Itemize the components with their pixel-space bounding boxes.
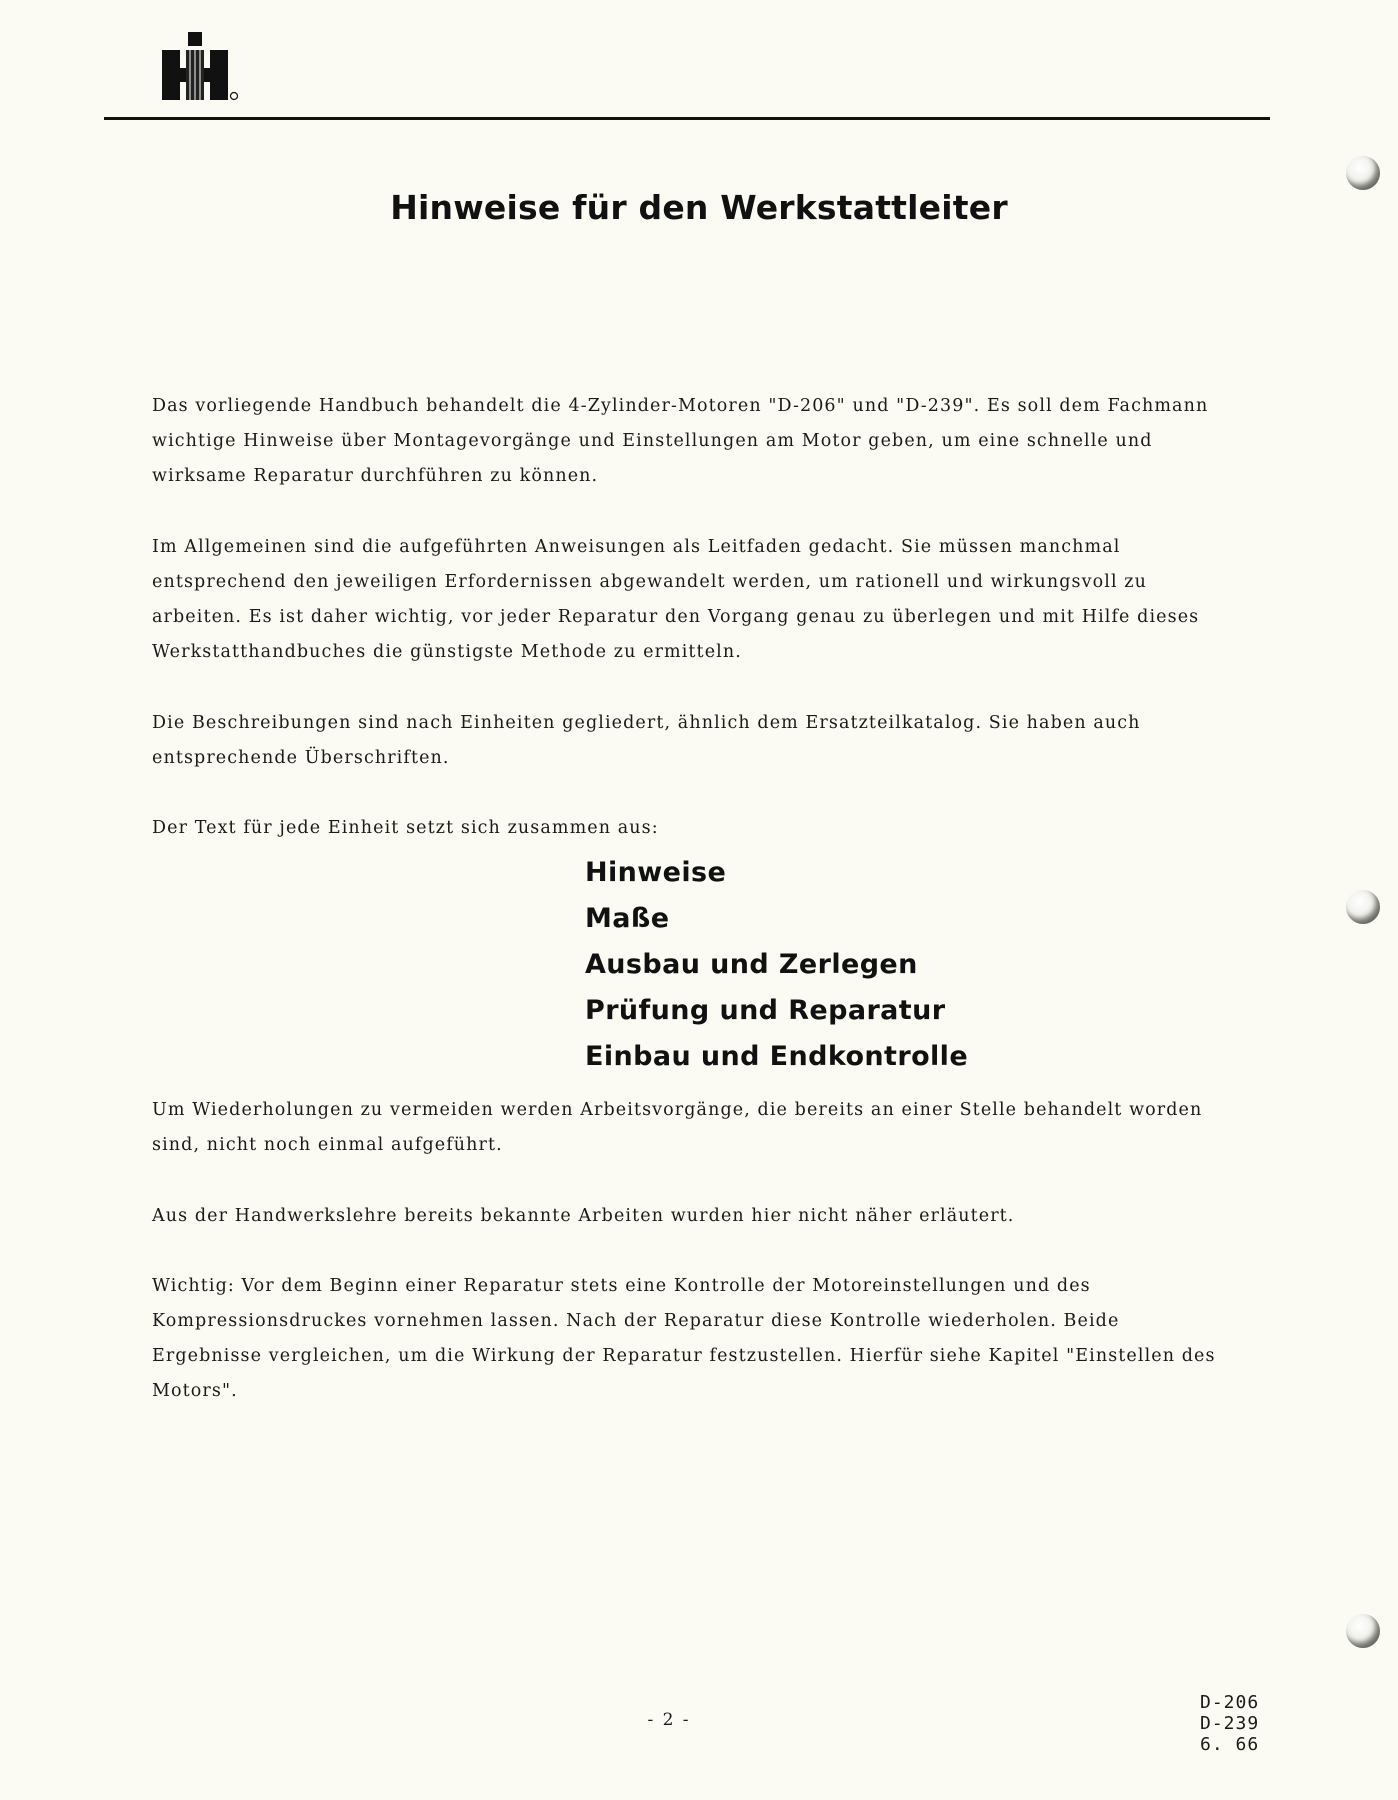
section-headings-list xyxy=(585,850,968,1080)
section-heading: Prüfung und Reparatur xyxy=(585,995,946,1026)
model-code: D-206 xyxy=(1200,1692,1260,1713)
ih-logo xyxy=(158,32,238,106)
page-title: Hinweise für den Werkstattleiter xyxy=(390,188,1008,227)
paragraph-guidelines: Im Allgemeinen sind die aufgeführten Anweisungen als Leitfaden gedacht. Sie müssen manchmal entsprechend den jeweiligen Erfordernissen abgewandelt werden, um rationell und wirkungsvoll zu arbeiten. Es ist daher wichtig, vor jeder Reparatur den Vorgang genau zu überlegen und mit Hilfe dieses Werkstatthandbuches die günstigste Methode zu ermitteln. xyxy=(152,537,1200,662)
binder-hole xyxy=(1346,156,1380,190)
page-number: - 2 - xyxy=(647,1710,691,1730)
section-heading: Hinweise xyxy=(585,857,727,888)
paragraph-known-work: Aus der Handwerkslehre bereits bekannte Arbeiten wurden hier nicht näher erläutert. xyxy=(152,1206,1015,1226)
edition-date: 6. 66 xyxy=(1200,1734,1260,1755)
paragraph-repetition: Um Wiederholungen zu vermeiden werden Arbeitsvorgänge, die bereits an einer Stelle behandelt worden sind, nicht noch einmal aufgeführt. xyxy=(152,1100,1203,1155)
paragraph-important: Wichtig: Vor dem Beginn einer Reparatur stets eine Kontrolle der Motoreinstellungen und des Kompressionsdruckes vornehmen lassen. Nach der Reparatur diese Kontrolle wiederholen. Beide Ergebnisse vergleichen, um die Wirkung der Reparatur festzustellen. Hierfür siehe Kapitel "Einstellen des Motors". xyxy=(152,1276,1216,1401)
section-heading: Maße xyxy=(585,903,670,934)
paragraph-structure: Die Beschreibungen sind nach Einheiten gegliedert, ähnlich dem Ersatzteilkatalog. Sie haben auch entsprechende Überschriften. xyxy=(152,713,1141,768)
section-heading: Ausbau und Zerlegen xyxy=(585,949,918,980)
model-code: D-239 xyxy=(1200,1713,1260,1734)
paragraph-intro: Das vorliegende Handbuch behandelt die 4-Zylinder-Motoren "D-206" und "D-239". Es soll dem Fachmann wichtige Hinweise über Montagevorgänge und Einstellungen am Motor geben, um eine schnelle und wirksame Reparatur durchführen zu können. xyxy=(152,396,1209,486)
section-heading: Einbau und Endkontrolle xyxy=(585,1041,969,1072)
binder-hole xyxy=(1346,1614,1380,1648)
paragraph-sections-intro: Der Text für jede Einheit setzt sich zusammen aus: xyxy=(152,818,659,838)
header-rule xyxy=(104,117,1270,120)
footer-model-info xyxy=(1200,1692,1259,1755)
binder-hole xyxy=(1346,890,1380,924)
